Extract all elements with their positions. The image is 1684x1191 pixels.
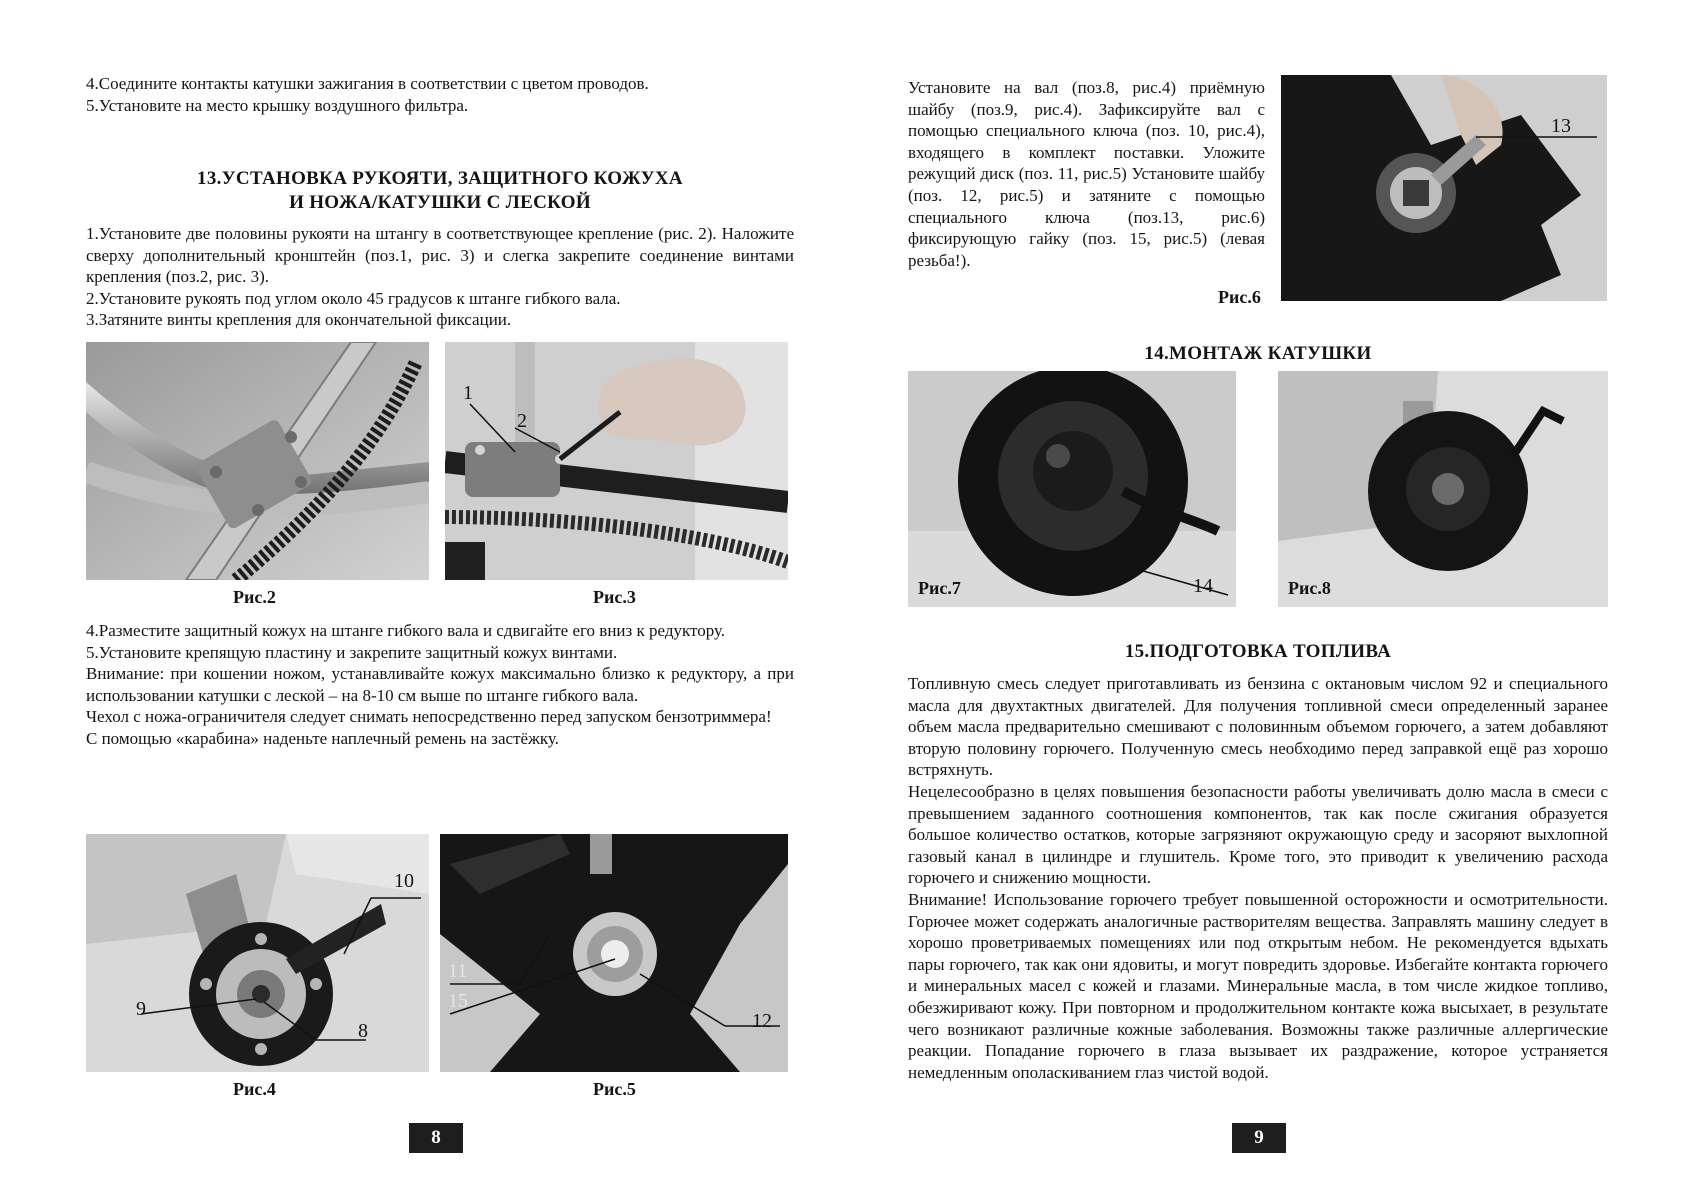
figure-7-photo	[908, 371, 1236, 607]
attention-guard-position: Внимание: при кошении ножом, устанавливайте кожух максимально близко к редуктору, а при использовании катушки с леской – на 8-10 см выше по штанге гибкого вала.	[86, 664, 794, 705]
section15-title	[908, 640, 1608, 664]
figure-4-photo	[86, 834, 429, 1072]
section14-title-text: 14.МОНТАЖ КАТУШКИ	[1144, 343, 1372, 364]
section15-title-text: 15.ПОДГОТОВКА ТОПЛИВА	[1124, 641, 1392, 662]
figure-3-photo	[445, 342, 788, 580]
figure-2-photo	[86, 342, 429, 580]
figure-5-caption: Рис.5	[593, 1079, 636, 1099]
intro-line-5: 5.Установите на место крышку воздушного фильтра.	[86, 95, 469, 115]
figure-6-photo	[1281, 75, 1607, 301]
section13-title-line1: 13.УСТАНОВКА РУКОЯТИ, ЗАЩИТНОГО КОЖУХА	[197, 168, 683, 189]
figure-6-caption: Рис.6	[1218, 287, 1261, 307]
figure-5-photo	[440, 834, 788, 1072]
section15-body	[908, 673, 1608, 1083]
figure-3-label-2: 2	[517, 410, 527, 432]
figure-5-label-11: 11	[448, 960, 468, 982]
intro-line-4: 4.Соедините контакты катушки зажигания в соответствии с цветом проводов.	[86, 74, 649, 93]
figure-8-caption: Рис.8	[1288, 578, 1331, 598]
step-4-shield: 4.Разместите защитный кожух на штанге гибкого вала и сдвигайте его вниз к редуктору.	[86, 621, 726, 640]
section13-step-2: 2.Установите рукоять под углом около 45 градусов к штанге гибкого вала.	[86, 288, 621, 308]
figure-4-label-8: 8	[358, 1020, 368, 1042]
shoulder-strap-note: С помощью «карабина» наденьте наплечный ремень на застёжку.	[86, 728, 559, 748]
page-number-right: 9	[1232, 1123, 1286, 1153]
section13-title-line2: И НОЖА/КАТУШКИ С ЛЕСКОЙ	[289, 192, 591, 213]
section13-title	[86, 167, 794, 215]
figure-4-label-9: 9	[136, 998, 146, 1020]
figure-5-label-12: 12	[752, 1010, 772, 1032]
figure-2-caption: Рис.2	[233, 587, 276, 607]
figure-3-label-1: 1	[463, 382, 473, 404]
step-5-plate: 5.Установите крепящую пластину и закрепите защитный кожух винтами.	[86, 642, 618, 662]
blade-install-paragraph: Установите на вал (поз.8, рис.4) приёмную шайбу (поз.9, рис.4). Зафиксируйте вал с помощью специального ключа (поз. 10, рис.4), входящего в комплект поставки. Уложите режущий диск (поз. 11, рис.5) Установите шайбу (поз. 12, рис.5) и затяните с помощью специального ключа (поз.13, рис.6) фиксирующую гайку (поз. 15, рис.5) (левая резьба!).	[908, 78, 1265, 270]
figure-7-label-14: 14	[1193, 575, 1213, 597]
oil-ratio-paragraph: Нецелесообразно в целях повышения безопасности работы увеличивать долю масла в смеси с превышением заданного соотношения компонентов, так как после сжигания образуется большое количество остатков, которые загрязняют окружающую среду и засоряют выхлопной газовый канал в цилиндре и глушитель. Кроме того, это приводит к увеличению расхода горючего и снижению мощности.	[908, 781, 1608, 888]
figure-6-label-13: 13	[1551, 115, 1571, 137]
fuel-mix-paragraph: Топливную смесь следует приготавливать из бензина с октановым числом 92 и специального масла для двухтактных двигателей. Для получения топливной смеси определенный заранее объем масла предварительно смешивают с половинным объемом горючего, а затем добавляют вторую половину горючего. Полученную смесь необходимо перед заправкой ещё раз хорошо встряхнуть.	[908, 674, 1608, 780]
figure-4-caption: Рис.4	[233, 1079, 276, 1099]
figure-4-label-10: 10	[394, 870, 414, 892]
figure-8-photo	[1278, 371, 1608, 607]
section13-continued	[86, 620, 794, 750]
fuel-safety-paragraph: Внимание! Использование горючего требует повышенной осторожности и осмотрительности. Горючее может содержать аналогичные растворителям вещества. Заправлять машину следует в хорошо проветриваемых помещениях или под открытым небом. Не рекомендуется вдыхать пары горючего, так как они ядовиты, и могут повредить здоровье. Избегайте контакта горючего и минеральных масел с кожей и глазами. Минеральные масла, в том числе жидкое топливо, обезжиривают кожу. При повторном и продолжительном контакте кожа высыхает, в результате чего возникают различные кожные заболевания. Возможны также различные аллергические реакции. Попадание горючего в глаза вызывает их раздражение, которое устраняется немедленным ополаскиванием глаз чистой водой.	[908, 889, 1608, 1082]
section14-title	[908, 342, 1608, 366]
section13-steps	[86, 223, 794, 331]
blade-cover-note: Чехол с ножа-ограничителя следует снимать непосредственно перед запуском бензотриммера!	[86, 707, 772, 727]
figure-3-caption: Рис.3	[593, 587, 636, 607]
section13-step-3: 3.Затяните винты крепления для окончательной фиксации.	[86, 310, 512, 330]
page-number-left: 8	[409, 1123, 463, 1153]
figure-7-caption: Рис.7	[918, 578, 961, 598]
section13-step-1: 1.Установите две половины рукояти на штангу в соответствующее крепление (рис. 2). Наложите сверху дополнительный кронштейн (поз.1, рис. 3) и слегка закрепите соединение винтами крепления (поз.2, рис. 3).	[86, 224, 794, 287]
figure-5-label-15: 15	[448, 990, 468, 1012]
left-intro	[86, 73, 794, 116]
